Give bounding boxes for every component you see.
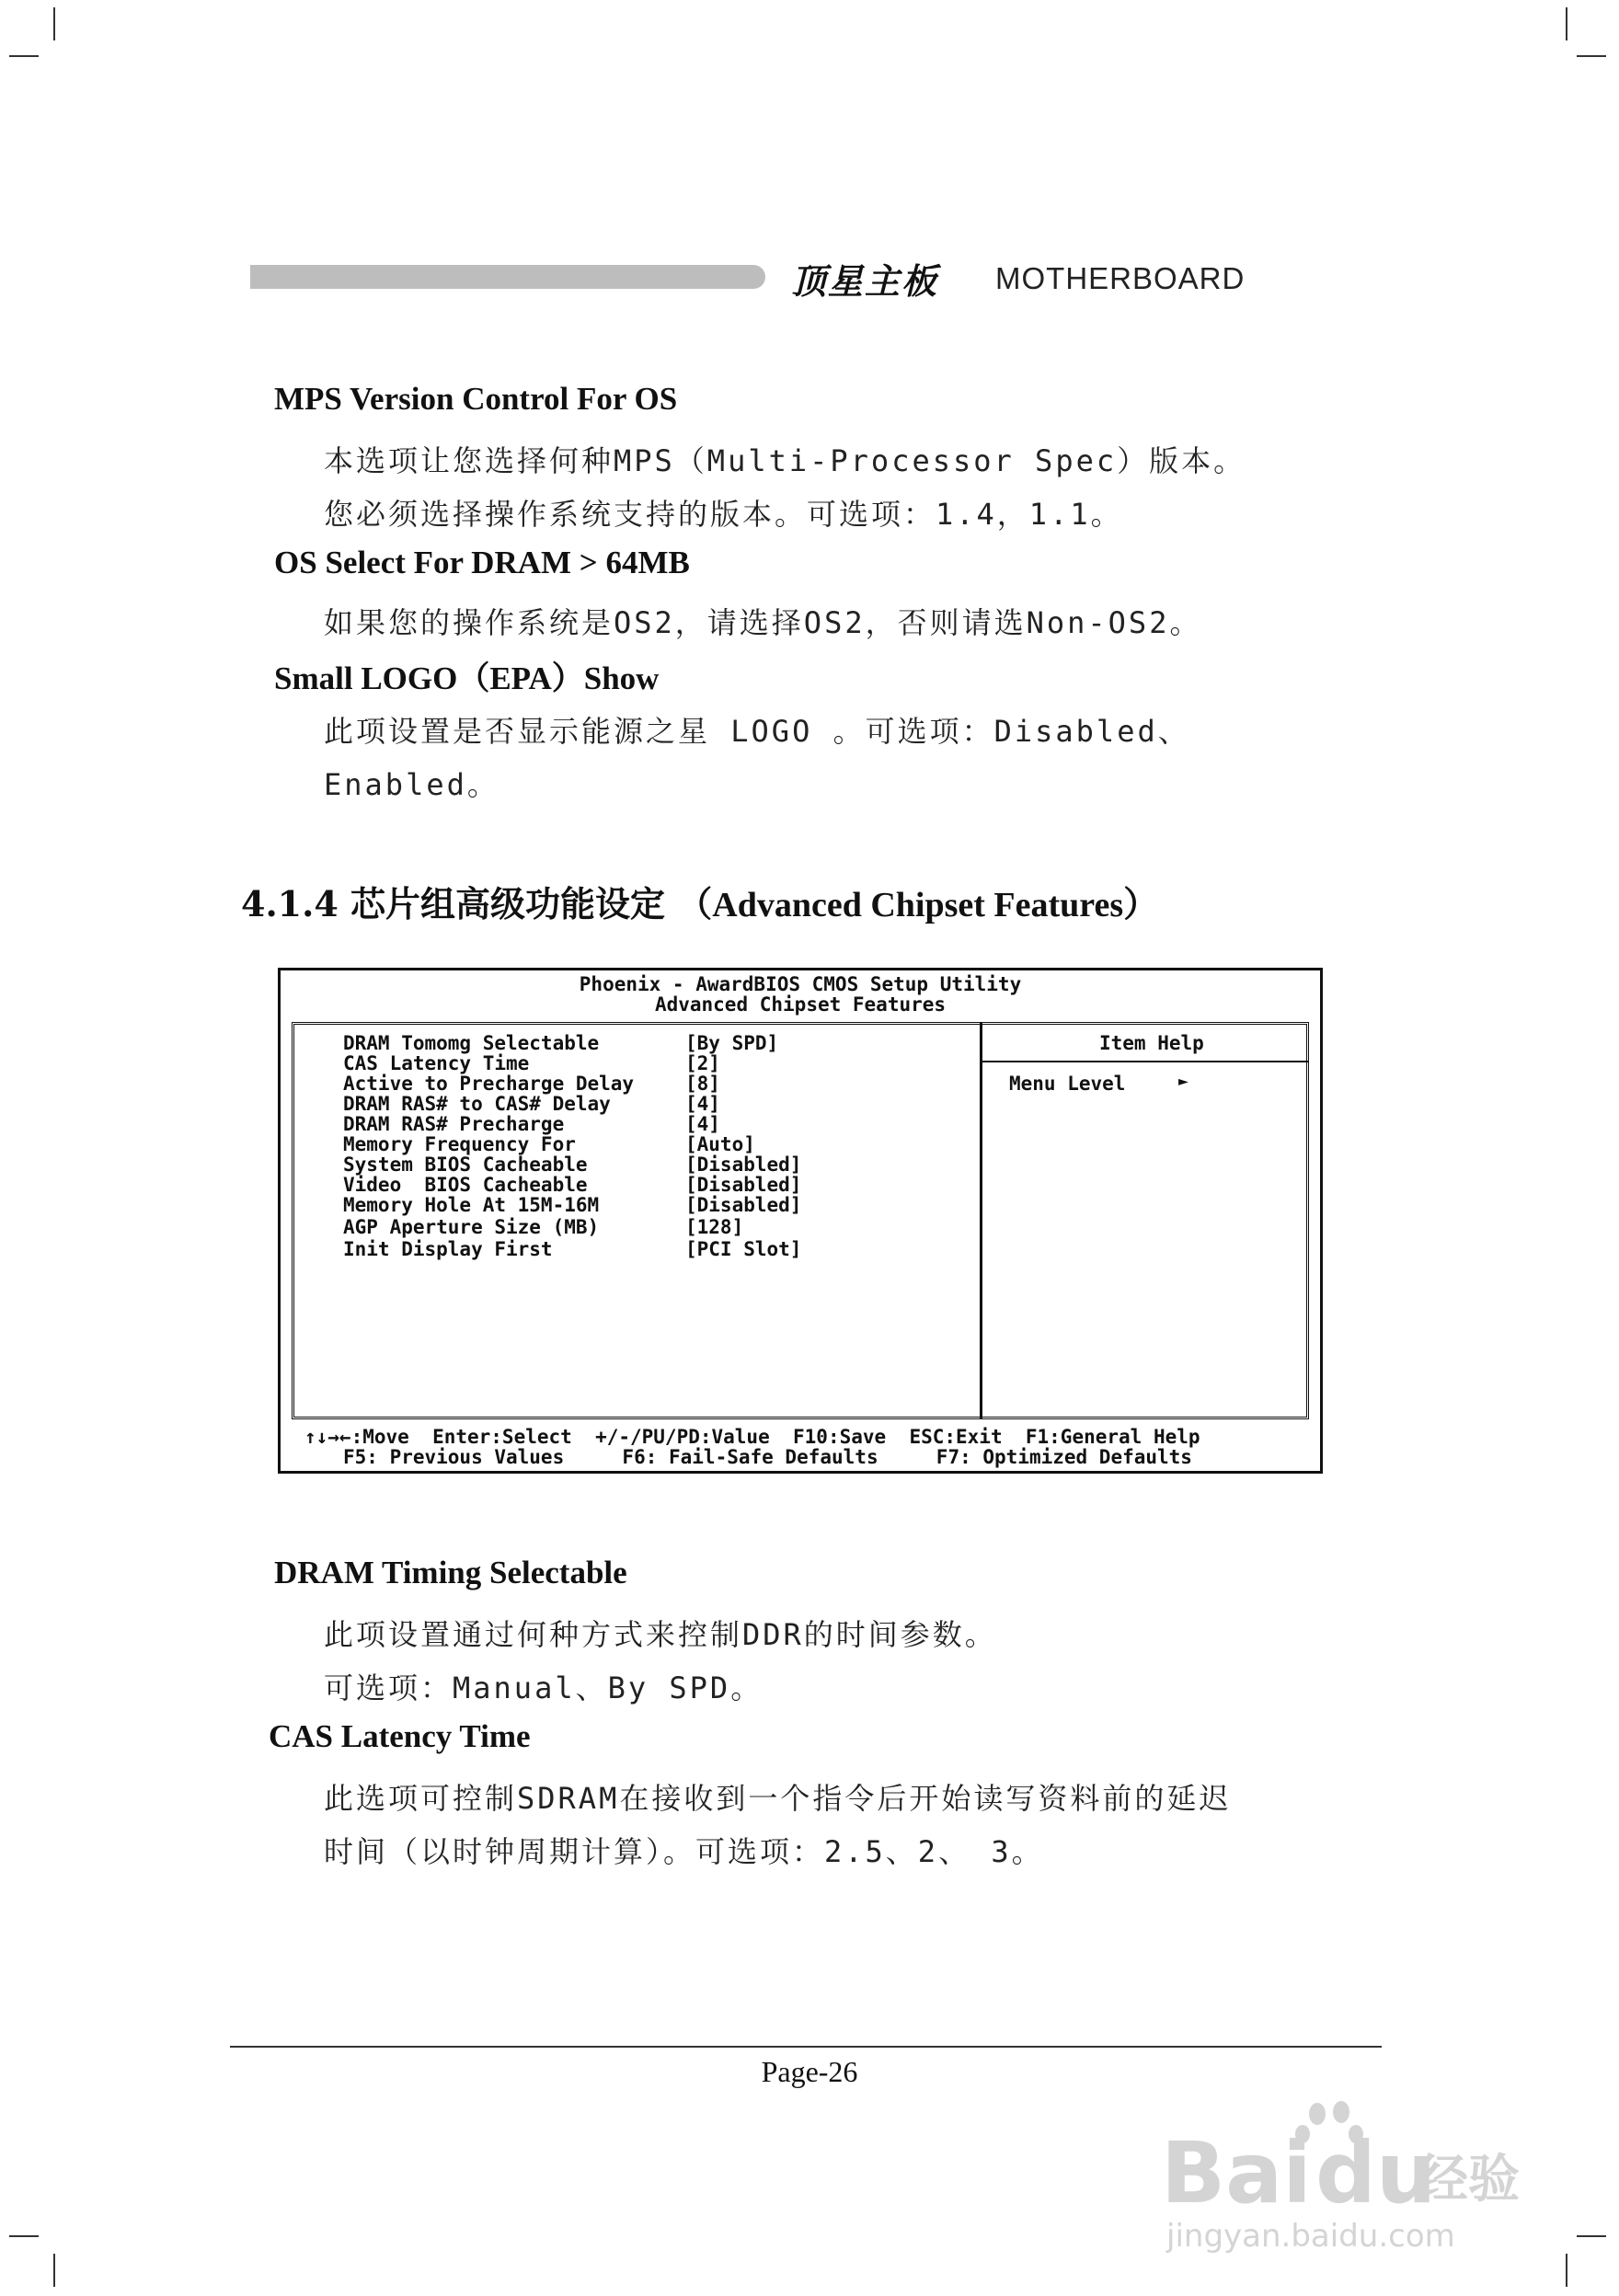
bios-screen [278,968,1323,1474]
option-desc: 可选项：Manual、By SPD。 [324,1670,764,1705]
header-brand: 顶星主板 [791,261,939,302]
option-desc: 如果您的操作系统是OS2，请选择OS2，否则请选Non-OS2。 [324,605,1202,640]
header-bar [250,265,765,289]
option-desc: 此项设置通过何种方式来控制DDR的时间参数。 [324,1617,997,1652]
item-help-title: Item Help [1099,1032,1204,1054]
header-product: MOTHERBOARD [995,261,1246,295]
bios-setting-value[interactable]: [PCI Slot] [685,1238,802,1260]
crop-mark [9,55,39,57]
bios-setting-label[interactable]: CAS Latency Time [343,1052,530,1074]
option-title-os-select: OS Select For DRAM > 64MB [274,545,690,580]
bios-setting-label[interactable]: DRAM RAS# to CAS# Delay [343,1093,611,1115]
option-desc: 时间（以时钟周期计算）。可选项：2.5、2、 3。 [324,1834,1044,1869]
option-title-mps: MPS Version Control For OS [274,381,678,417]
bios-setting-value[interactable]: [Auto] [685,1133,755,1155]
page-number: Page-26 [761,2055,858,2088]
section-title-en: （Advanced Chipset Features） [677,886,1159,924]
option-title-dram-timing: DRAM Timing Selectable [274,1555,627,1590]
bios-setting-label[interactable]: Active to Precharge Delay [343,1073,635,1095]
crop-mark [1577,2235,1606,2237]
bios-setting-label[interactable]: DRAM RAS# Precharge [343,1113,565,1135]
crop-mark [1566,2254,1567,2287]
crop-mark [53,2254,55,2287]
bios-setting-label[interactable]: AGP Aperture Size (MB) [343,1216,600,1238]
watermark-url: jingyan.baidu.com [1166,2218,1455,2255]
bios-divider [980,1022,982,1419]
option-title-cas-latency: CAS Latency Time [269,1718,531,1754]
bios-setting-label[interactable]: DRAM Tomomg Selectable [343,1032,600,1054]
option-desc: Enabled。 [324,767,499,802]
bios-setting-label[interactable]: Init Display First [343,1238,553,1260]
option-desc: 此选项可控制SDRAM在接收到一个指令后开始读写资料前的延迟 [324,1781,1232,1816]
bios-setting-value[interactable]: [2] [685,1052,720,1074]
bios-setting-label[interactable]: Memory Frequency For [343,1133,576,1155]
section-number: 4.1.4 [241,883,339,924]
bios-footer-defaults: F5: Previous Values F6: Fail-Safe Defaults F7: Optimized Defaults [343,1446,1192,1468]
watermark-brand: Bai [1161,2124,1312,2222]
option-desc: 本选项让您选择何种MPS（Multi-Processor Spec）版本。 [324,443,1246,478]
option-desc: 此项设置是否显示能源之星 LOGO 。可选项：Disabled、 [324,714,1190,749]
bios-setting-value[interactable]: [8] [685,1073,720,1095]
bios-setting-value[interactable]: [Disabled] [685,1154,802,1176]
bios-help-rule [982,1061,1309,1062]
menu-level-arrow-icon: ► [1178,1072,1188,1091]
crop-mark [1577,55,1606,57]
watermark-suffix: 经验 [1417,2150,1520,2210]
option-desc: 您必须选择操作系统支持的版本。可选项：1.4，1.1。 [324,497,1123,532]
bios-setting-label[interactable]: System BIOS Cacheable [343,1154,588,1176]
bios-setting-label[interactable]: Video BIOS Cacheable [343,1174,588,1196]
crop-mark [53,7,55,40]
bios-subtitle: Advanced Chipset Features [654,993,947,1016]
bios-title: Phoenix - AwardBIOS CMOS Setup Utility [579,973,1022,995]
bios-setting-label[interactable]: Memory Hole At 15M-16M [343,1194,600,1216]
section-title [241,876,1158,926]
bios-setting-value[interactable]: [4] [685,1093,720,1115]
baidu-watermark [1161,2099,1529,2256]
option-title-small-logo: Small LOGO（EPA）Show [274,660,660,696]
footer-rule [230,2046,1382,2048]
bios-footer-keys: ↑↓→←:Move Enter:Select +/-/PU/PD:Value F10:Save ESC:Exit F1:General Help [304,1426,1200,1448]
menu-level-label: Menu Level [1009,1073,1126,1095]
bios-setting-value[interactable]: [Disabled] [685,1174,802,1196]
bios-setting-value[interactable]: [Disabled] [685,1194,802,1216]
watermark-brand2: du [1315,2124,1437,2222]
section-title-cn: 芯片组高级功能设定 [350,883,666,924]
crop-mark [9,2235,39,2237]
bios-setting-value[interactable]: [By SPD] [685,1032,779,1054]
bios-setting-value[interactable]: [128] [685,1216,744,1238]
baidu-watermark-graphic [1161,2099,1529,2256]
bios-setting-value[interactable]: [4] [685,1113,720,1135]
crop-mark [1566,7,1567,40]
